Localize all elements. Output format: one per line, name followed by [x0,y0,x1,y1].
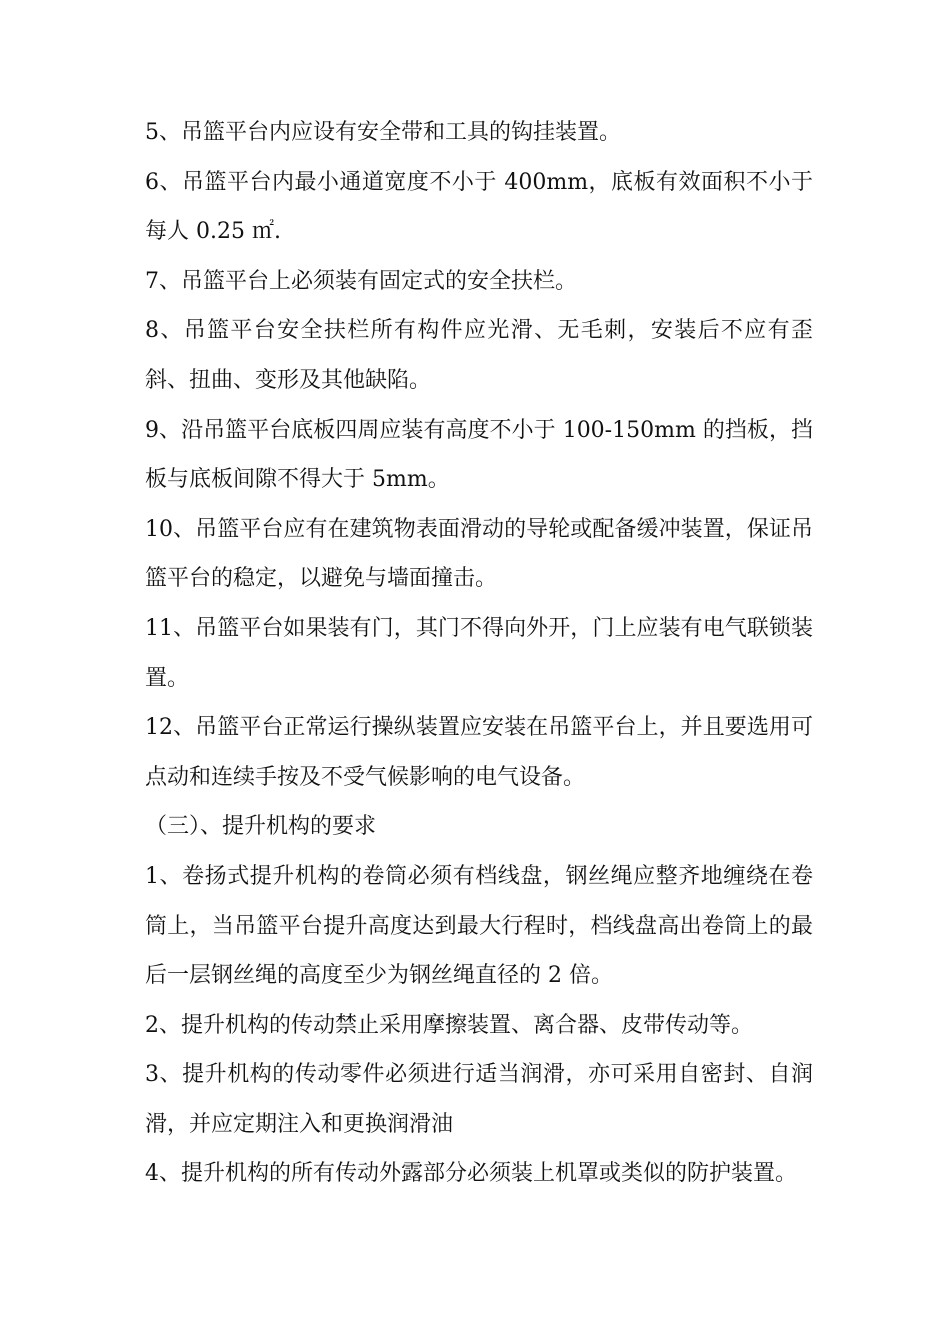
section-item-2: 2、提升机构的传动禁止采用摩擦装置、离合器、皮带传动等。 [145,1012,753,1038]
paragraph-item-9: 9、沿吊篮平台底板四周应装有高度不小于 100-150mm 的挡板，挡板与底板间隙不得大于 5mm。 [145,417,813,493]
document-body [145,108,813,1199]
paragraph-item-11: 11、吊篮平台如果装有门，其门不得向外开，门上应装有电气联锁装置。 [145,615,813,691]
paragraph-item-6: 6、吊篮平台内最小通道宽度不小于 400mm，底板有效面积不小于每人 0.25 ㎡. [145,169,813,245]
paragraph-item-8: 8、吊篮平台安全扶栏所有构件应光滑、无毛刺，安装后不应有歪斜、扭曲、变形及其他缺陷。 [145,318,813,393]
section-item-3: 3、提升机构的传动零件必须进行适当润滑，亦可采用自密封、自润滑，并应定期注入和更换润滑油 [145,1062,813,1137]
paragraph-item-7: 7、吊篮平台上必须装有固定式的安全扶栏。 [145,268,577,294]
paragraph-item-5: 5、吊篮平台内应设有安全带和工具的钩挂装置。 [145,120,621,145]
section-heading: （三）、提升机构的要求 [145,814,377,840]
paragraph-item-12: 12、吊篮平台正常运行操纵装置应安装在吊篮平台上，并且要选用可点动和连续手按及不受气候影响的电气设备。 [145,715,813,790]
paragraph-item-10: 10、吊篮平台应有在建筑物表面滑动的导轮或配备缓冲装置，保证吊篮平台的稳定，以避免与墙面撞击。 [145,516,813,592]
section-item-4: 4、提升机构的所有传动外露部分必须装上机罩或类似的防护装置。 [145,1161,797,1187]
section-item-1: 1、卷扬式提升机构的卷筒必须有档线盘，钢丝绳应整齐地缠绕在卷筒上，当吊篮平台提升高度达到最大行程时，档线盘高出卷筒上的最后一层钢丝绳的高度至少为钢丝绳直径的 2 倍。 [145,863,813,989]
